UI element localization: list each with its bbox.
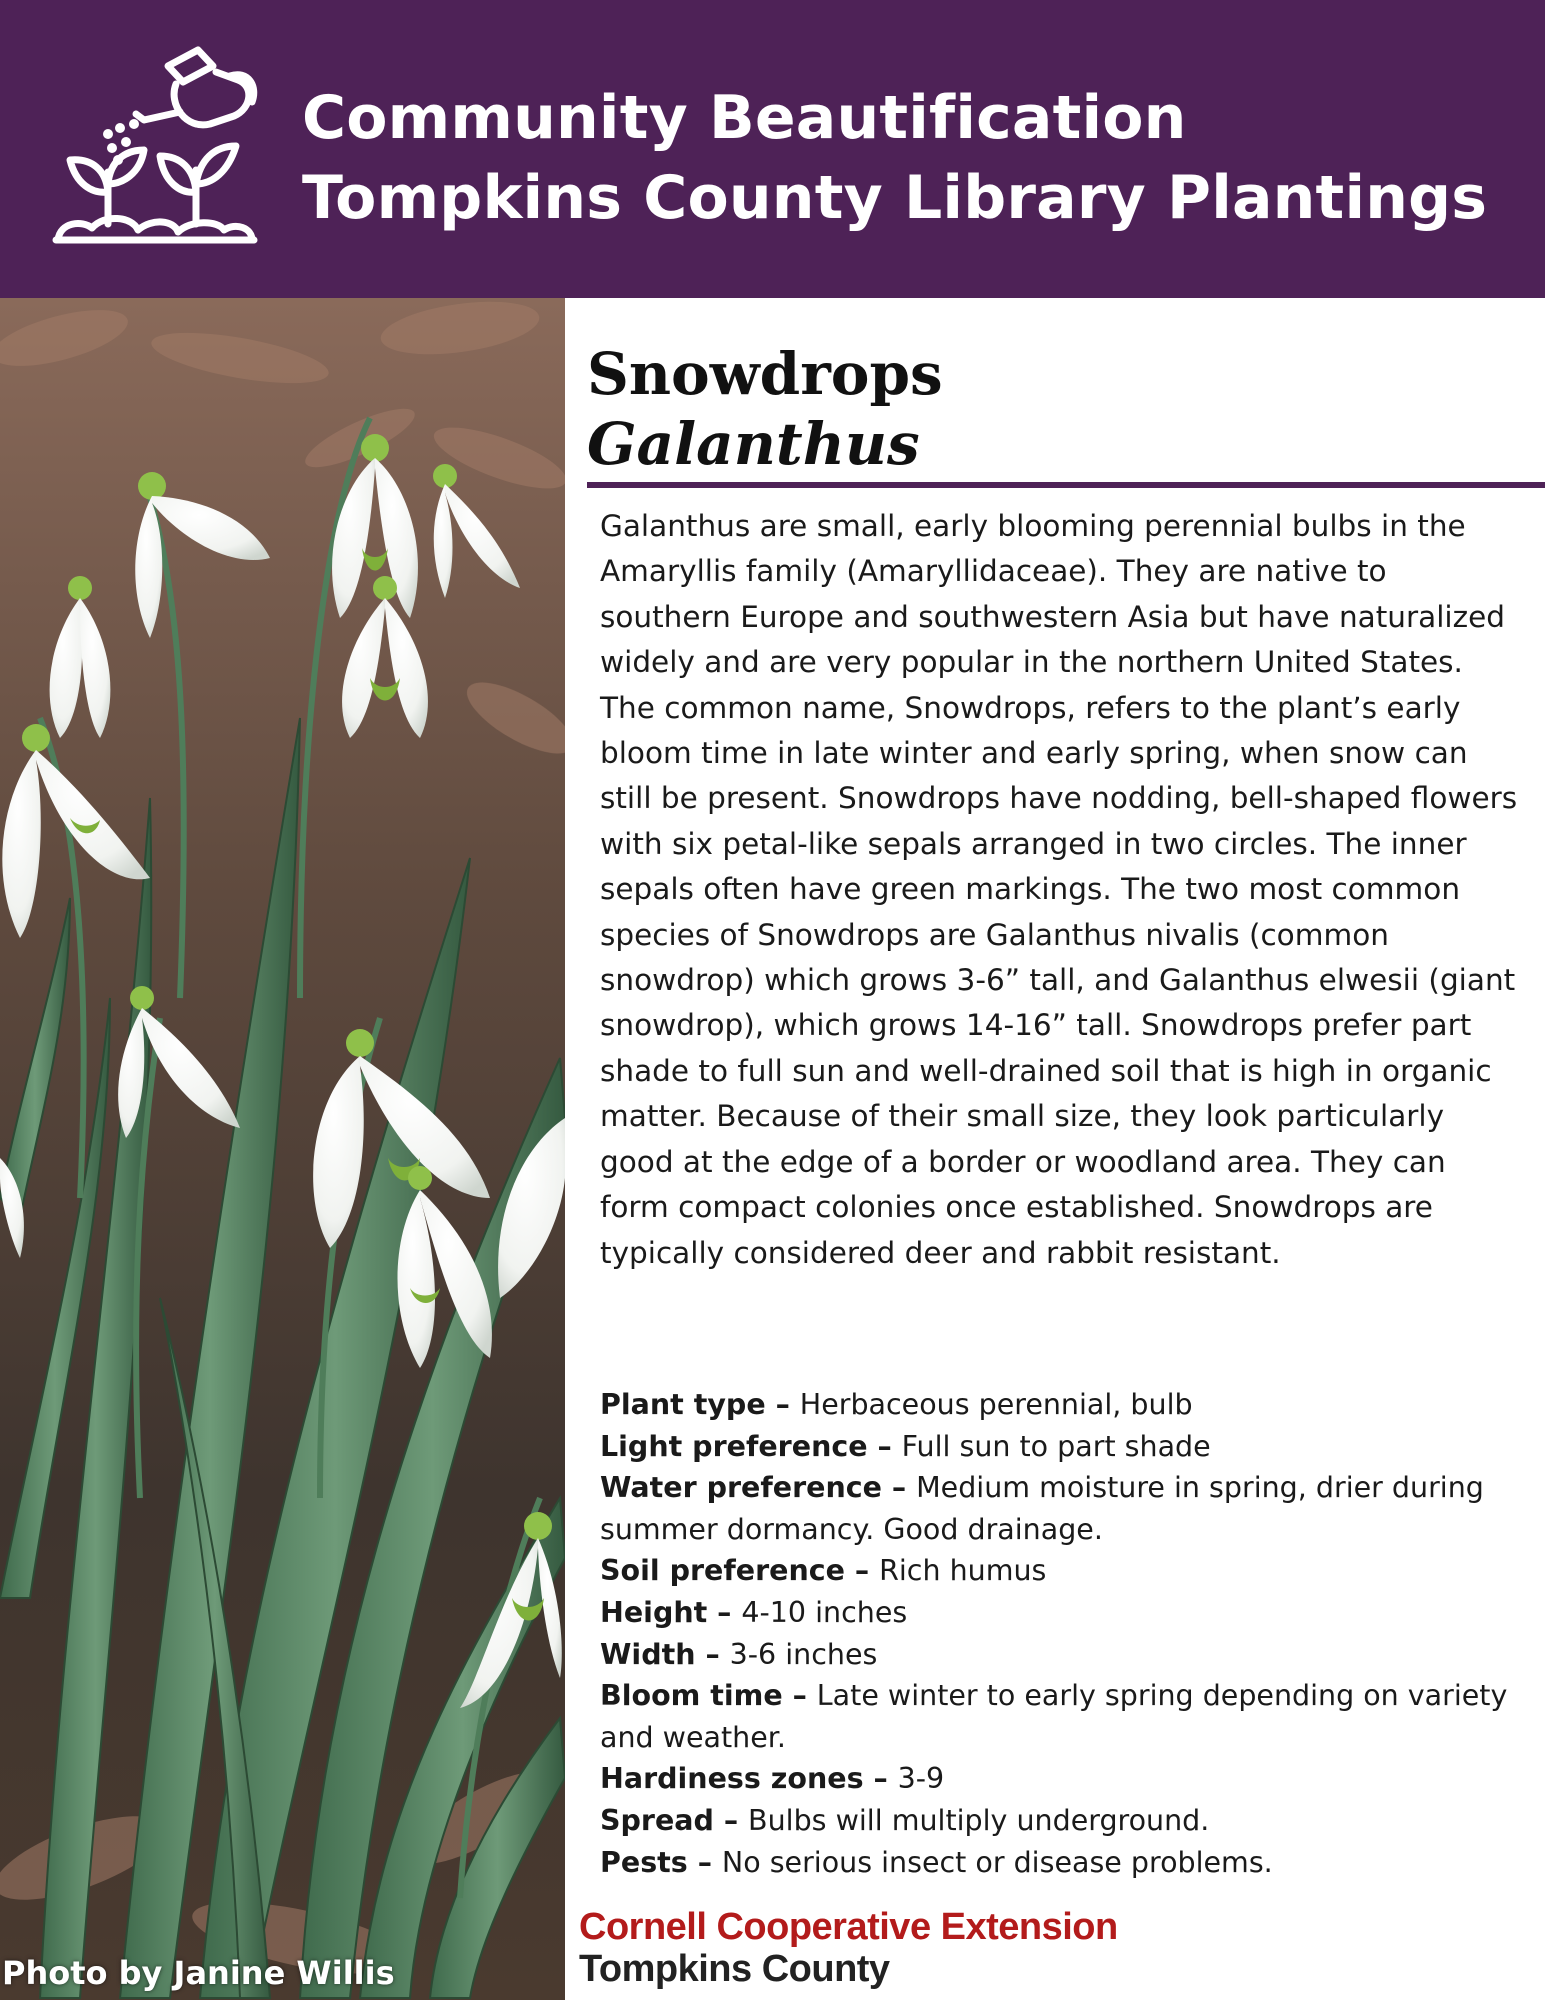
watering-can-seedlings-icon bbox=[48, 44, 260, 256]
plant-info bbox=[565, 298, 1545, 2000]
snowdrop-photo bbox=[0, 298, 565, 2000]
fact-light-preference bbox=[600, 1426, 1520, 1468]
fact-soil-preference bbox=[600, 1550, 1520, 1592]
fact-label: Width – bbox=[600, 1637, 730, 1671]
fact-label: Pests – bbox=[600, 1845, 722, 1879]
fact-label: Light preference – bbox=[600, 1429, 902, 1463]
fact-label: Hardiness zones – bbox=[600, 1762, 898, 1796]
fact-width bbox=[600, 1634, 1520, 1676]
title-line-1: Community Beautification bbox=[302, 83, 1187, 153]
fact-value: Bulbs will multiply underground. bbox=[748, 1803, 1210, 1837]
fact-label: Soil preference – bbox=[600, 1554, 880, 1588]
plant-description: Galanthus are small, early blooming perennial bulbs in the Amaryllis family (Amaryllidaceae). They are native to southern Europe and southwestern Asia but have naturalized widely and are very popular in the northern United States. The common name, Snowdrops, refers to the plant’s early bloom time in late winter and early spring, when snow can still be present. Snowdrops have nodding, bell-shaped flowers with six petal-like sepals arranged in two circles. The inner sepals often have green markings. The two most common species of Snowdrops are Galanthus nivalis (common snowdrop) which grows 3-6” tall, and Galanthus elwesii (giant snowdrop), which grows 14-16” tall. Snowdrops prefer part shade to full sun and well-drained soil that is high in organic matter. Because of their small size, they look particularly good at the edge of a border or woodland area. They can form compact colonies once established. Snowdrops are typically considered deer and rabbit resistant. bbox=[600, 509, 1518, 1270]
fact-value: Rich humus bbox=[879, 1554, 1047, 1588]
fact-value: 4-10 inches bbox=[741, 1595, 908, 1629]
fact-value: Medium moisture in spring, drier during summer dormancy. Good drainage. bbox=[600, 1471, 1484, 1546]
title-line-2: Tompkins County Library Plantings bbox=[302, 163, 1488, 233]
latin-name-heading: Galanthus bbox=[587, 410, 920, 478]
fact-label: Bloom time – bbox=[600, 1679, 817, 1713]
fact-value: 3-6 inches bbox=[729, 1637, 878, 1671]
footer-organization-logo-text: Cornell Cooperative Extension bbox=[579, 1906, 1118, 1948]
fact-pests bbox=[600, 1842, 1520, 1884]
heading-divider bbox=[587, 482, 1545, 488]
fact-label: Height – bbox=[600, 1595, 742, 1629]
common-name-heading: Snowdrops bbox=[587, 340, 943, 408]
fact-label: Water preference – bbox=[600, 1471, 917, 1505]
footer-county-text: Tompkins County bbox=[579, 1948, 890, 1990]
fact-label: Spread – bbox=[600, 1803, 749, 1837]
photo-credit: Photo by Janine Willis bbox=[2, 1954, 395, 1992]
page-title bbox=[302, 78, 1487, 238]
fact-value: 3-9 bbox=[897, 1762, 945, 1796]
fact-water-preference bbox=[600, 1467, 1520, 1550]
fact-label: Plant type – bbox=[600, 1388, 800, 1421]
fact-value: Herbaceous perennial, bulb bbox=[799, 1388, 1193, 1421]
fact-value: Late winter to early spring depending on variety and weather. bbox=[600, 1679, 1508, 1754]
fact-plant-type bbox=[600, 1384, 1520, 1426]
fact-value: No serious insect or disease problems. bbox=[721, 1845, 1273, 1879]
fact-bloom-time bbox=[600, 1675, 1520, 1758]
fact-hardiness-zones bbox=[600, 1758, 1520, 1800]
snowdrop-illustration bbox=[0, 298, 565, 2000]
plant-facts-list bbox=[600, 1384, 1520, 1883]
fact-value: Full sun to part shade bbox=[901, 1429, 1211, 1463]
fact-height bbox=[600, 1592, 1520, 1634]
fact-spread bbox=[600, 1800, 1520, 1842]
header-banner bbox=[0, 0, 1545, 298]
